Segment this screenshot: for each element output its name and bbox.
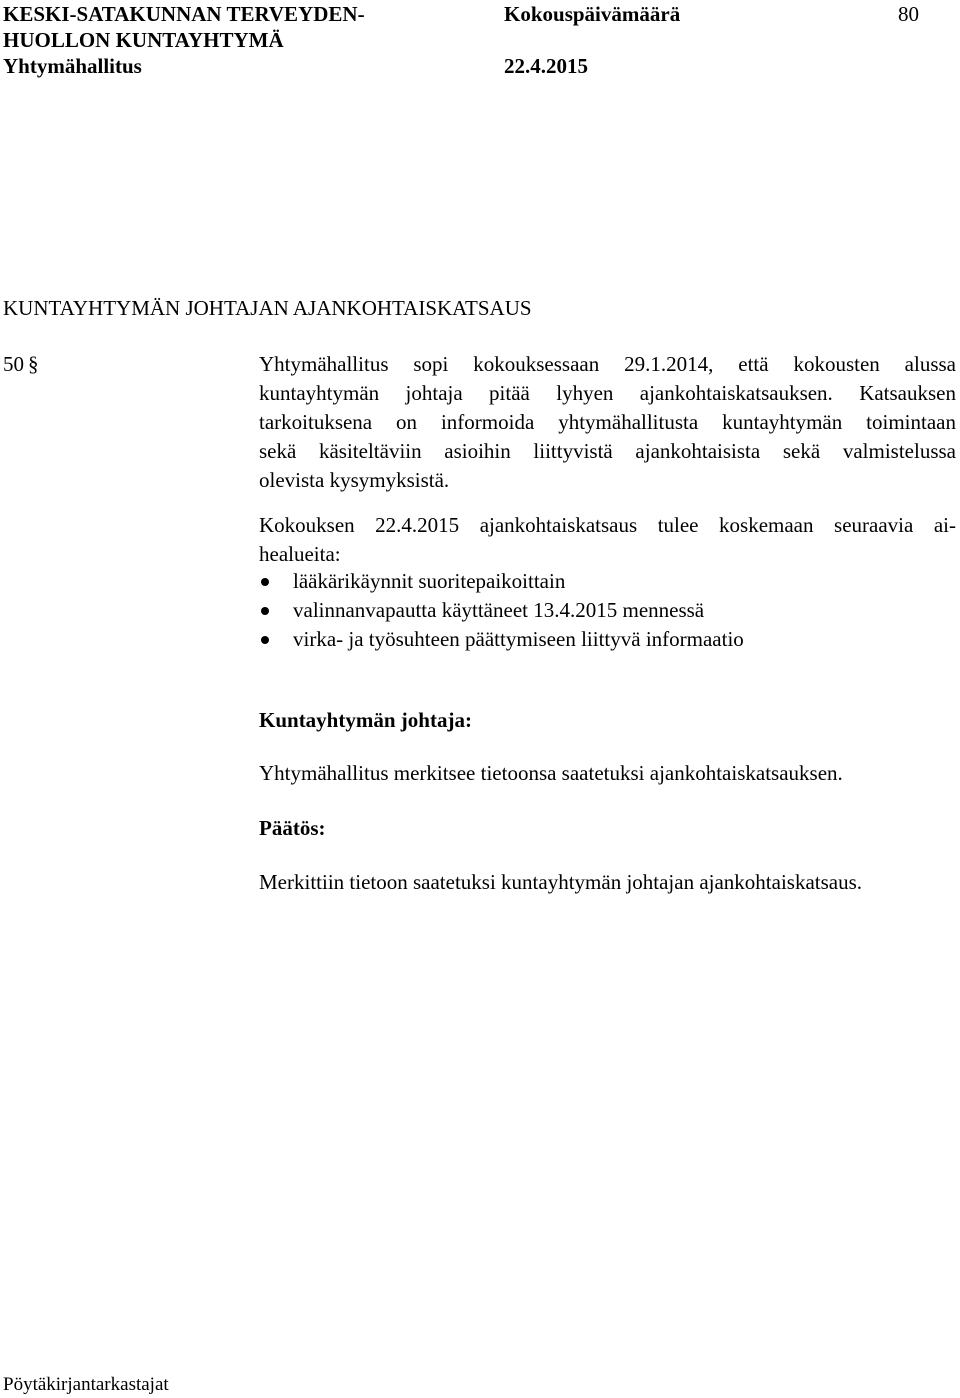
organization-name-line2: HUOLLON KUNTAYHTYMÄ — [3, 28, 284, 52]
organization-name-line1: KESKI-SATAKUNNAN TERVEYDEN- — [3, 2, 365, 26]
list-item-text: virka- ja työsuhteen päättymiseen liittyvä informaatio — [293, 627, 744, 651]
meeting-date: 22.4.2015 — [504, 54, 588, 78]
topics-paragraph — [259, 511, 956, 569]
intro-line: kuntayhtymän johtaja pitää lyhyen ajankohtaiskatsauksen. Katsauksen — [259, 381, 956, 405]
list-item — [259, 625, 744, 654]
body-name: Yhtymähallitus — [3, 54, 142, 78]
list-item-text: valinnanvapautta käyttäneet 13.4.2015 mennessä — [293, 598, 705, 622]
bullet-icon — [261, 607, 269, 615]
decision-text: Merkittiin tietoon saatetuksi kuntayhtymän johtajan ajankohtaiskatsaus. — [259, 870, 863, 894]
page-number: 80 — [898, 2, 919, 26]
item-number: 50 — [3, 352, 24, 376]
bullet-icon — [261, 578, 269, 586]
topics-line: healueita: — [259, 542, 341, 566]
list-item — [259, 596, 744, 625]
meeting-date-label: Kokouspäivämäärä — [504, 2, 681, 26]
decision-heading: Päätös: — [259, 816, 326, 840]
list-item — [259, 567, 744, 596]
director-proposal-text: Yhtymähallitus merkitsee tietoonsa saatetuksi ajankohtaiskatsauksen. — [259, 761, 843, 785]
topics-list — [259, 567, 744, 654]
topics-line: Kokouksen 22.4.2015 ajankohtaiskatsaus tulee koskemaan seuraavia ai- — [259, 513, 956, 537]
director-heading: Kuntayhtymän johtaja: — [259, 708, 472, 732]
intro-line: olevista kysymyksistä. — [259, 468, 450, 492]
bullet-icon — [261, 636, 269, 644]
section-title: KUNTAYHTYMÄN JOHTAJAN AJANKOHTAISKATSAUS — [3, 296, 532, 320]
intro-line: tarkoituksena on informoida yhtymähallitusta kuntayhtymän toimintaan — [259, 410, 956, 434]
intro-line: sekä käsiteltäviin asioihin liittyvistä ajankohtaisista sekä valmistelussa — [259, 439, 956, 463]
intro-paragraph — [259, 350, 956, 495]
list-item-text: lääkärikäynnit suoritepaikoittain — [293, 569, 566, 593]
minutes-reviewers-label: Pöytäkirjantarkastajat — [3, 1374, 169, 1395]
intro-line: Yhtymähallitus sopi kokouksessaan 29.1.2014, että kokousten alussa — [259, 352, 956, 376]
section-sign: § — [28, 352, 39, 376]
